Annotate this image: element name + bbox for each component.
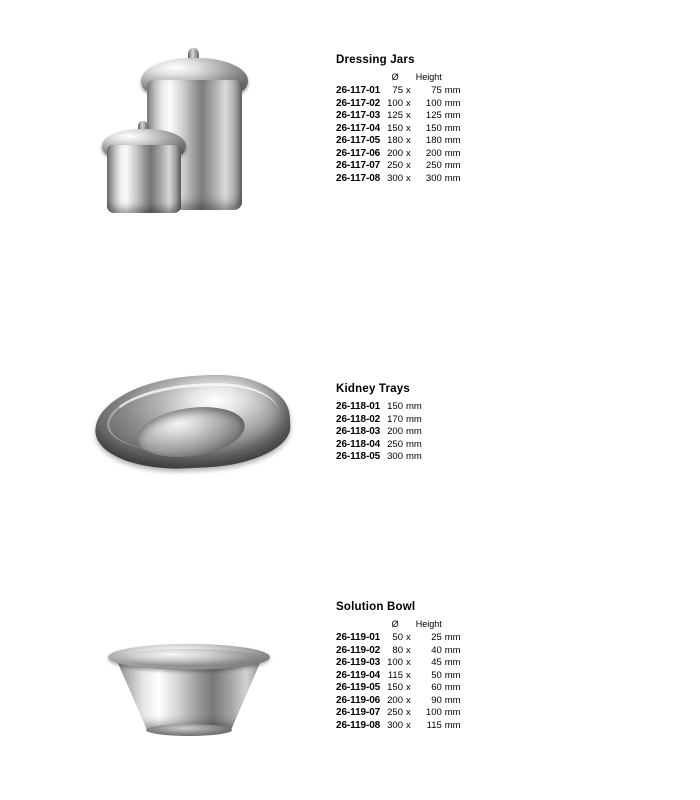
row-diameter: 180: [387, 135, 403, 146]
solution-bowl-inner: [117, 649, 261, 667]
row-code: 26-118-05: [336, 451, 381, 462]
row-unit: mm: [444, 707, 461, 718]
row-diameter: 250: [387, 160, 403, 171]
header-unit: [445, 72, 461, 85]
row-code: 26-118-03: [336, 426, 381, 437]
row-size: 200: [387, 426, 403, 437]
row-height: 115: [426, 719, 442, 731]
row-size: 150: [387, 401, 403, 412]
row-code: 26-119-05: [336, 682, 381, 693]
row-code: 26-117-08: [336, 172, 381, 184]
row-height: 75: [431, 85, 442, 96]
row-unit: mm: [444, 172, 461, 184]
row-diameter: 75: [392, 85, 403, 96]
row-code: 26-117-01: [336, 85, 381, 96]
row-unit: mm: [444, 135, 461, 146]
row-height: 300: [425, 172, 442, 184]
row-unit: mm: [444, 147, 461, 159]
row-height: 50: [431, 669, 442, 681]
row-code: 26-119-06: [336, 694, 381, 706]
row-height: 100: [425, 97, 442, 109]
row-x: x: [406, 644, 411, 656]
row-unit: mm: [444, 669, 461, 681]
header-height: Height: [415, 619, 442, 629]
small-jar-body: [107, 145, 181, 213]
table-row: [336, 173, 461, 186]
header-x: [406, 619, 414, 632]
row-x: x: [406, 97, 411, 109]
table-row: [336, 439, 422, 452]
row-x: x: [406, 719, 411, 731]
row-diameter: 125: [387, 110, 403, 121]
row-height: 60: [431, 682, 442, 693]
table-row: [336, 98, 461, 111]
row-size: 300: [387, 451, 403, 462]
row-height: 200: [425, 147, 442, 159]
row-height: 100: [425, 707, 442, 718]
row-unit: mm: [444, 122, 461, 134]
row-height: 25: [431, 632, 442, 643]
table-row: [336, 110, 461, 123]
row-code: 26-117-07: [336, 160, 381, 171]
row-x: x: [406, 147, 411, 159]
row-height: 45: [431, 657, 442, 668]
row-unit: mm: [406, 438, 422, 450]
row-code: 26-119-07: [336, 707, 381, 718]
row-x: x: [406, 172, 411, 184]
row-x: x: [406, 110, 411, 121]
row-x: x: [406, 135, 411, 146]
row-x: x: [406, 657, 411, 668]
row-diameter: 300: [387, 172, 403, 184]
solution-bowl-base: [146, 724, 232, 736]
row-diameter: 150: [387, 682, 403, 693]
table-row: [336, 682, 461, 695]
kidney-trays-table: [336, 401, 422, 464]
table-header-row: [336, 72, 461, 85]
header-code: [336, 72, 387, 85]
row-height: 250: [425, 160, 442, 171]
header-code: [336, 619, 387, 632]
row-code: 26-117-06: [336, 147, 381, 159]
row-code: 26-118-02: [336, 413, 381, 425]
row-unit: mm: [444, 682, 461, 693]
kidney-tray-illustration: [95, 370, 295, 480]
table-row: [336, 720, 461, 733]
table-row: [336, 670, 461, 683]
table-row: [336, 707, 461, 720]
row-code: 26-117-03: [336, 110, 381, 121]
row-diameter: 250: [387, 707, 403, 718]
header-diameter: Ø: [391, 72, 399, 82]
solution-bowl-table: [336, 619, 461, 732]
row-diameter: 50: [392, 632, 403, 643]
row-code: 26-119-01: [336, 632, 381, 643]
row-x: x: [406, 694, 411, 706]
row-diameter: 100: [387, 657, 403, 668]
table-row: [336, 632, 461, 645]
row-unit: mm: [444, 644, 461, 656]
row-height: 150: [425, 122, 442, 134]
row-height: 40: [431, 644, 442, 656]
row-unit: mm: [444, 85, 461, 96]
table-row: [336, 401, 422, 414]
row-x: x: [406, 682, 411, 693]
row-diameter: 115: [387, 669, 403, 681]
row-unit: mm: [406, 426, 422, 437]
row-diameter: 300: [387, 719, 403, 731]
row-code: 26-119-04: [336, 669, 381, 681]
kidney-trays-spec: [336, 383, 422, 464]
row-x: x: [406, 707, 411, 718]
row-code: 26-117-02: [336, 97, 381, 109]
row-unit: mm: [444, 632, 461, 643]
row-x: x: [406, 122, 411, 134]
row-height: 180: [425, 135, 442, 146]
row-code: 26-119-03: [336, 657, 381, 668]
row-x: x: [406, 632, 411, 643]
row-size: 170: [387, 413, 403, 425]
row-unit: mm: [406, 451, 422, 462]
table-row: [336, 414, 422, 427]
table-row: [336, 160, 461, 173]
table-row: [336, 451, 422, 464]
kidney-trays-title: Kidney Trays: [336, 383, 410, 395]
table-row: [336, 657, 461, 670]
row-unit: mm: [444, 694, 461, 706]
table-row: [336, 135, 461, 148]
dressing-jars-table: [336, 72, 461, 185]
dressing-jars-title: Dressing Jars: [336, 54, 415, 66]
table-row: [336, 426, 422, 439]
row-code: 26-117-05: [336, 135, 381, 146]
row-unit: mm: [444, 160, 461, 171]
row-diameter: 150: [387, 122, 403, 134]
header-diameter: Ø: [391, 619, 399, 629]
solution-bowl-spec: [336, 601, 461, 732]
solution-bowl-illustration: [100, 640, 280, 750]
row-diameter: 100: [387, 97, 403, 109]
row-height: 90: [431, 694, 442, 706]
table-header-row: [336, 619, 461, 632]
row-diameter: 200: [387, 147, 403, 159]
row-code: 26-119-02: [336, 644, 381, 656]
row-code: 26-117-04: [336, 122, 381, 134]
row-unit: mm: [406, 413, 422, 425]
row-unit: mm: [444, 97, 461, 109]
row-x: x: [406, 85, 411, 96]
dressing-jars-illustration: [95, 40, 285, 230]
header-height: Height: [415, 72, 442, 82]
solution-bowl-title: Solution Bowl: [336, 601, 416, 613]
row-unit: mm: [444, 719, 461, 731]
row-code: 26-119-08: [336, 719, 381, 731]
header-x: [406, 72, 414, 85]
table-row: [336, 695, 461, 708]
row-code: 26-118-01: [336, 401, 381, 412]
row-size: 250: [387, 438, 403, 450]
row-x: x: [406, 669, 411, 681]
row-code: 26-118-04: [336, 438, 381, 450]
table-row: [336, 85, 461, 98]
header-unit: [445, 619, 461, 632]
row-diameter: 80: [392, 644, 403, 656]
row-x: x: [406, 160, 411, 171]
table-row: [336, 645, 461, 658]
row-unit: mm: [406, 401, 422, 412]
row-unit: mm: [444, 657, 461, 668]
table-row: [336, 148, 461, 161]
dressing-jars-spec: [336, 54, 461, 185]
row-diameter: 200: [387, 694, 403, 706]
table-row: [336, 123, 461, 136]
row-unit: mm: [444, 110, 461, 121]
row-height: 125: [425, 110, 442, 121]
